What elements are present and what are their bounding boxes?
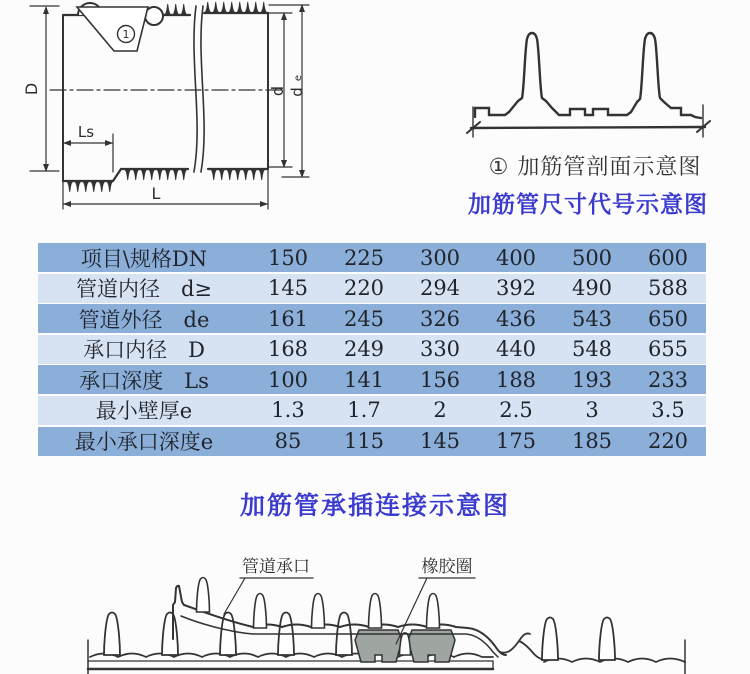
cell: 440 xyxy=(495,337,537,362)
cell: 245 xyxy=(343,306,385,331)
cell: 588 xyxy=(647,276,689,301)
cell: 249 xyxy=(343,337,385,362)
cell: 400 xyxy=(495,245,537,270)
rubber-ring xyxy=(408,630,455,662)
break-lines xyxy=(50,6,284,172)
cell: 145 xyxy=(267,276,309,301)
dim-label-Ls: Ls xyxy=(77,123,95,141)
socket-label: 管道承口 xyxy=(242,557,310,577)
cell: 300 xyxy=(419,245,461,270)
row-label: 管道内径 d≥ xyxy=(75,277,213,302)
rib-between-gaskets xyxy=(400,633,411,655)
cell: 168 xyxy=(267,337,309,362)
dim-label-d: d xyxy=(268,85,287,97)
row-label: 项目\规格DN xyxy=(80,246,208,271)
dim-label-de-main: d xyxy=(288,87,306,97)
cell: 225 xyxy=(343,245,385,270)
row-label: 承口深度 Ls xyxy=(79,368,209,393)
rubber-gaskets xyxy=(355,630,455,662)
cell: 188 xyxy=(495,367,537,392)
detail-callout xyxy=(77,7,148,51)
cell: 436 xyxy=(495,306,537,331)
cell: 100 xyxy=(267,367,309,392)
cell: 392 xyxy=(495,276,537,301)
cell: 193 xyxy=(571,367,613,392)
row-label: 最小承口深度e xyxy=(74,430,214,455)
profile-outline xyxy=(475,33,701,118)
dim-label-L: L xyxy=(151,184,161,203)
cell: 490 xyxy=(571,276,613,301)
cell: 2 xyxy=(433,398,447,423)
cell: 330 xyxy=(419,337,461,362)
cell: 150 xyxy=(267,245,309,270)
table-row xyxy=(38,274,706,303)
table-row xyxy=(38,365,706,394)
cell: 220 xyxy=(647,429,689,454)
gasket-label: 橡胶圈 xyxy=(421,557,473,577)
dim-label-de-sub: e xyxy=(293,74,304,82)
table-row xyxy=(38,396,706,425)
subtitle-blue: 加筋管尺寸代号示意图 xyxy=(468,192,708,218)
cell: 650 xyxy=(647,306,689,331)
cell: 294 xyxy=(419,276,461,301)
cell: 3 xyxy=(585,398,599,423)
table-row xyxy=(38,243,706,272)
cell: 185 xyxy=(571,429,613,454)
rubber-ring xyxy=(355,630,402,662)
cell: 1.3 xyxy=(271,398,305,423)
row-label: 承口内径 D xyxy=(83,338,205,363)
connection-heading: 加筋管承插连接示意图 xyxy=(239,491,510,520)
pipe-body xyxy=(63,2,268,193)
cell: 600 xyxy=(647,245,689,270)
row-label: 最小壁厚e xyxy=(95,399,193,424)
cell: 2.5 xyxy=(499,398,533,423)
next-spigot-pipe xyxy=(542,618,685,674)
cell: 1.7 xyxy=(347,398,381,423)
cell: 548 xyxy=(571,337,613,362)
table-row xyxy=(38,304,706,333)
cell: 115 xyxy=(343,429,385,454)
cell: 3.5 xyxy=(651,398,685,423)
socket-leader-line xyxy=(224,578,245,614)
cell: 141 xyxy=(343,367,385,392)
dim-label-D: D xyxy=(22,82,41,96)
table-row xyxy=(38,335,706,364)
cell: 175 xyxy=(495,429,537,454)
cell: 326 xyxy=(419,306,461,331)
cell: 500 xyxy=(571,245,613,270)
connection-diagram xyxy=(48,542,708,674)
cell: 220 xyxy=(343,276,385,301)
row-label: 管道外径 de xyxy=(78,307,210,332)
profile-caption: ① 加筋管剖面示意图 xyxy=(488,155,702,180)
callout-number: 1 xyxy=(122,28,130,41)
spec-table xyxy=(38,243,706,457)
pipe-dimension-diagram xyxy=(0,0,315,225)
cell: 145 xyxy=(419,429,461,454)
rib-profile-diagram xyxy=(455,20,750,145)
cell: 543 xyxy=(571,306,613,331)
dimensions xyxy=(22,4,309,209)
cell: 156 xyxy=(419,367,461,392)
cell: 233 xyxy=(647,367,689,392)
table-row xyxy=(38,427,706,456)
cell: 161 xyxy=(267,306,309,331)
bell-end-fork xyxy=(500,633,544,660)
cell: 655 xyxy=(647,337,689,362)
cell: 85 xyxy=(274,429,302,454)
profile-baseline xyxy=(467,105,710,137)
